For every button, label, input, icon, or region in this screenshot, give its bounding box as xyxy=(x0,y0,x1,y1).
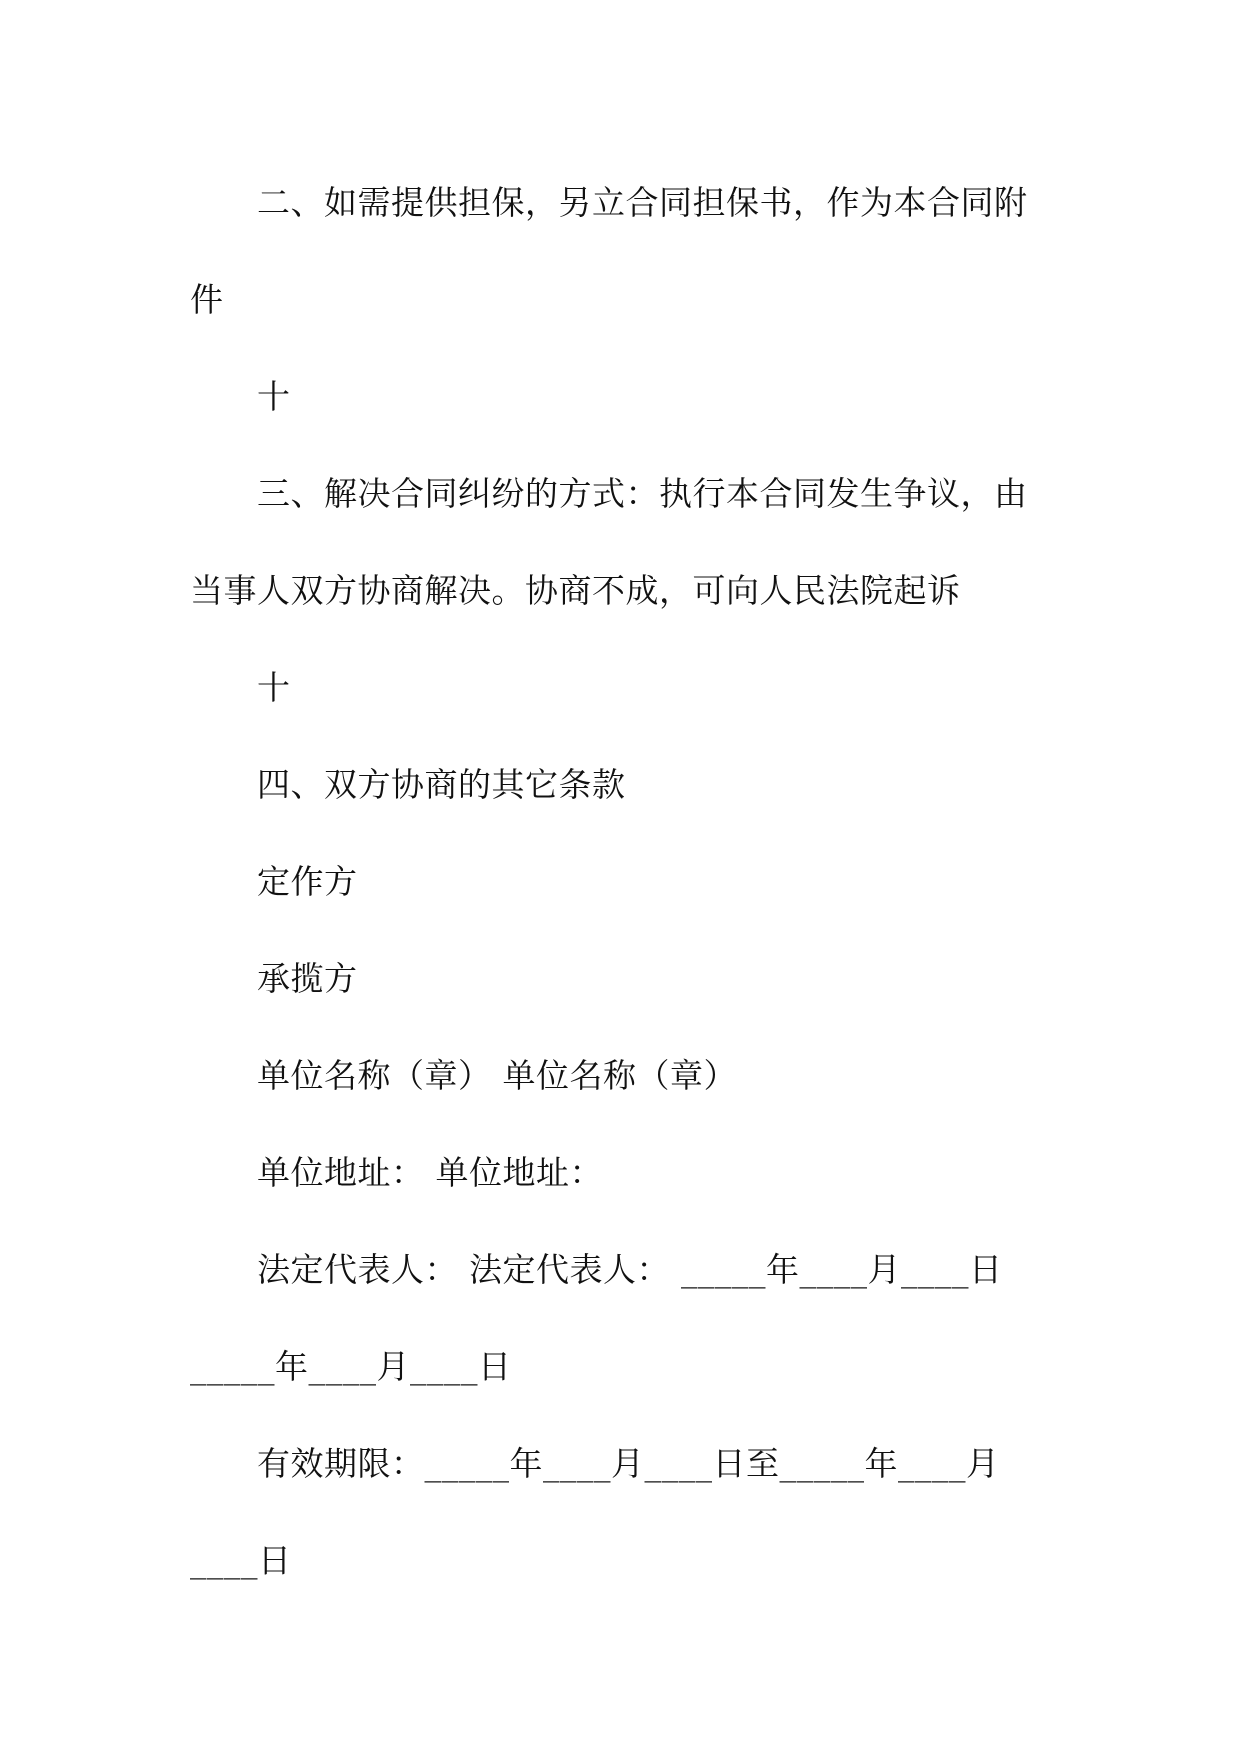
validity-period-line-1: 有效期限：_____年____月____日至_____年____月 xyxy=(257,1444,1000,1483)
date-line: _____年____月____日 xyxy=(190,1347,512,1386)
section-number-ten: 十 xyxy=(257,377,291,416)
contractor-label: 承揽方 xyxy=(257,959,358,998)
clause-3-line-2: 当事人双方协商解决。协商不成，可向人民法院起诉 xyxy=(190,571,961,610)
clause-4-heading: 四、双方协商的其它条款 xyxy=(257,765,626,804)
legal-representative-line: 法定代表人： 法定代表人： _____年____月____日 xyxy=(257,1250,1003,1289)
orderer-label: 定作方 xyxy=(257,862,358,901)
clause-3-line-1: 三、解决合同纠纷的方式：执行本合同发生争议，由 xyxy=(257,474,1028,513)
clause-2-line-2: 件 xyxy=(190,280,224,319)
unit-address-line: 单位地址： 单位地址： xyxy=(257,1153,603,1192)
clause-2-line-1: 二、如需提供担保，另立合同担保书，作为本合同附 xyxy=(257,183,1028,222)
section-number-ten-2: 十 xyxy=(257,668,291,707)
unit-name-line: 单位名称（章） 单位名称（章） xyxy=(257,1056,737,1095)
validity-period-line-2: ____日 xyxy=(190,1541,292,1580)
